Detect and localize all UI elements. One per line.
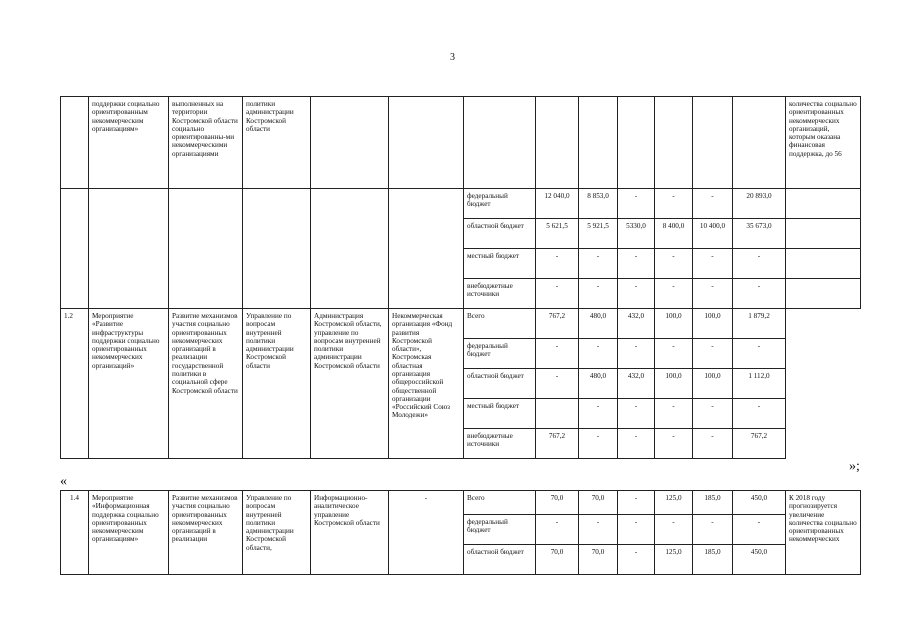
funding-source: Всего	[464, 309, 536, 339]
cell-name: Мероприятие «Развитие инфраструктуры поддержки социально ориентированных некоммерческих организаций»	[89, 309, 169, 459]
funding-source: федеральный бюджет	[464, 515, 536, 545]
item-number: 1.4	[61, 491, 89, 575]
cell-coexecutor: Информационно-аналитическое управление Костромской области	[311, 491, 389, 575]
table-row: внебюджетные источники 767,2 - - - - 767,2	[61, 429, 861, 459]
cell-content: выполненных на территории Костромской области социально ориентированны-ми некоммерческими организациями	[169, 97, 243, 189]
table-row: федеральный бюджет - - - - - -	[61, 339, 861, 369]
funding-source: областной бюджет	[464, 369, 536, 399]
item-number: 1.2	[61, 309, 89, 459]
table-row: местный бюджет - - - - -	[61, 399, 861, 429]
funding-source: внебюджетные источники	[464, 279, 536, 309]
program-table-bottom	[60, 490, 861, 575]
cell-indicator: К 2018 году прогнозируется увеличение количества социально ориентированных некоммерческих	[786, 491, 861, 575]
cell-coexecutor: Администрация Костромской области, управление по вопросам внутренней политики администрации Костромской области	[311, 309, 389, 459]
page-number: 3	[450, 52, 455, 63]
cell-participant: -	[389, 491, 464, 575]
closing-quote-mark: »;	[849, 459, 860, 474]
cell-indicator: количества социально ориентированных некоммерческих организаций, которым оказана финансовая поддержка, до 56	[786, 97, 861, 189]
table-row: федеральный бюджет 12 040,0 8 853,0 - - - 20 893,0	[61, 189, 861, 219]
funding-source: областной бюджет	[464, 219, 536, 249]
table-row: областной бюджет 70,0 70,0 - 125,0 185,0 450,0	[61, 545, 861, 575]
cell-name: поддержки социально ориентированным некоммерческим организациям»	[89, 97, 169, 189]
cell-executor: Управление по вопросам внутренней политики администрации Костромской области	[243, 309, 311, 459]
program-table-top	[60, 96, 861, 459]
funding-source: Всего	[464, 491, 536, 515]
table-row: областной бюджет 5 621,5 5 921,5 5330,0 8 400,0 10 400,0 35 673,0	[61, 219, 861, 249]
table-row: федеральный бюджет - - - - - -	[61, 515, 861, 545]
cell-executor: политики администрации Костромской области	[243, 97, 311, 189]
funding-source: местный бюджет	[464, 399, 536, 429]
cell-participant: Некоммерческая организация «Фонд развития Костромской области», Костромская областная организация общероссийской общественной организации «Российский Союз Молодежи»	[389, 309, 464, 459]
table-row: 1.2 Мероприятие «Развитие инфраструктуры поддержки социально ориентированных некоммерческих организаций» Развитие механизмов участия социально ориентированных некоммерческих организаций в реализации государственной политики в социальной сфере Костромской области Управление по вопросам внутренней политики администрации Костромской области Администрация Костромской области, управление по вопросам внутренней политики администрации Костромской области Некоммерческая организация «Фонд развития Костромской области», Костромская областная организация общероссийской общественной организации «Российский Союз Молодежи» Всего 767,2 480,0 432,0 100,0 100,0 1 879,2	[61, 309, 861, 339]
opening-quote-mark: «	[60, 474, 67, 489]
table-row: внебюджетные источники - - - - - -	[61, 279, 861, 309]
cell-content: Развитие механизмов участия социально ориентированных некоммерческих организаций в реализации государственной политики в социальной сфере Костромской области	[169, 309, 243, 459]
funding-source: местный бюджет	[464, 249, 536, 279]
cell-name: Мероприятие «Информационная поддержка социально ориентированных некоммерческим организациям»	[89, 491, 169, 575]
funding-source: федеральный бюджет	[464, 189, 536, 219]
cell-content: Развитие механизмов участия социально ориентированных некоммерческих организаций в реализации	[169, 491, 243, 575]
funding-source: федеральный бюджет	[464, 339, 536, 369]
table-row: областной бюджет - 480,0 432,0 100,0 100,0 1 112,0	[61, 369, 861, 399]
table-row	[61, 97, 861, 189]
cell-executor: Управление по вопросам внутренней политики администрации Костромской области,	[243, 491, 311, 575]
table-row: местный бюджет - - - - - -	[61, 249, 861, 279]
funding-source: внебюджетные источники	[464, 429, 536, 459]
funding-source: областной бюджет	[464, 545, 536, 575]
table-row: 1.4 Мероприятие «Информационная поддержка социально ориентированных некоммерческим организациям» Развитие механизмов участия социально ориентированных некоммерческих организаций в реализации Управление по вопросам внутренней политики администрации Костромской области, Информационно-аналитическое управление Костромской области - Всего 70,0 70,0 - 125,0 185,0 450,0 К 2018 году прогнозируется увеличение количества социально ориентированных некоммерческих	[61, 491, 861, 515]
